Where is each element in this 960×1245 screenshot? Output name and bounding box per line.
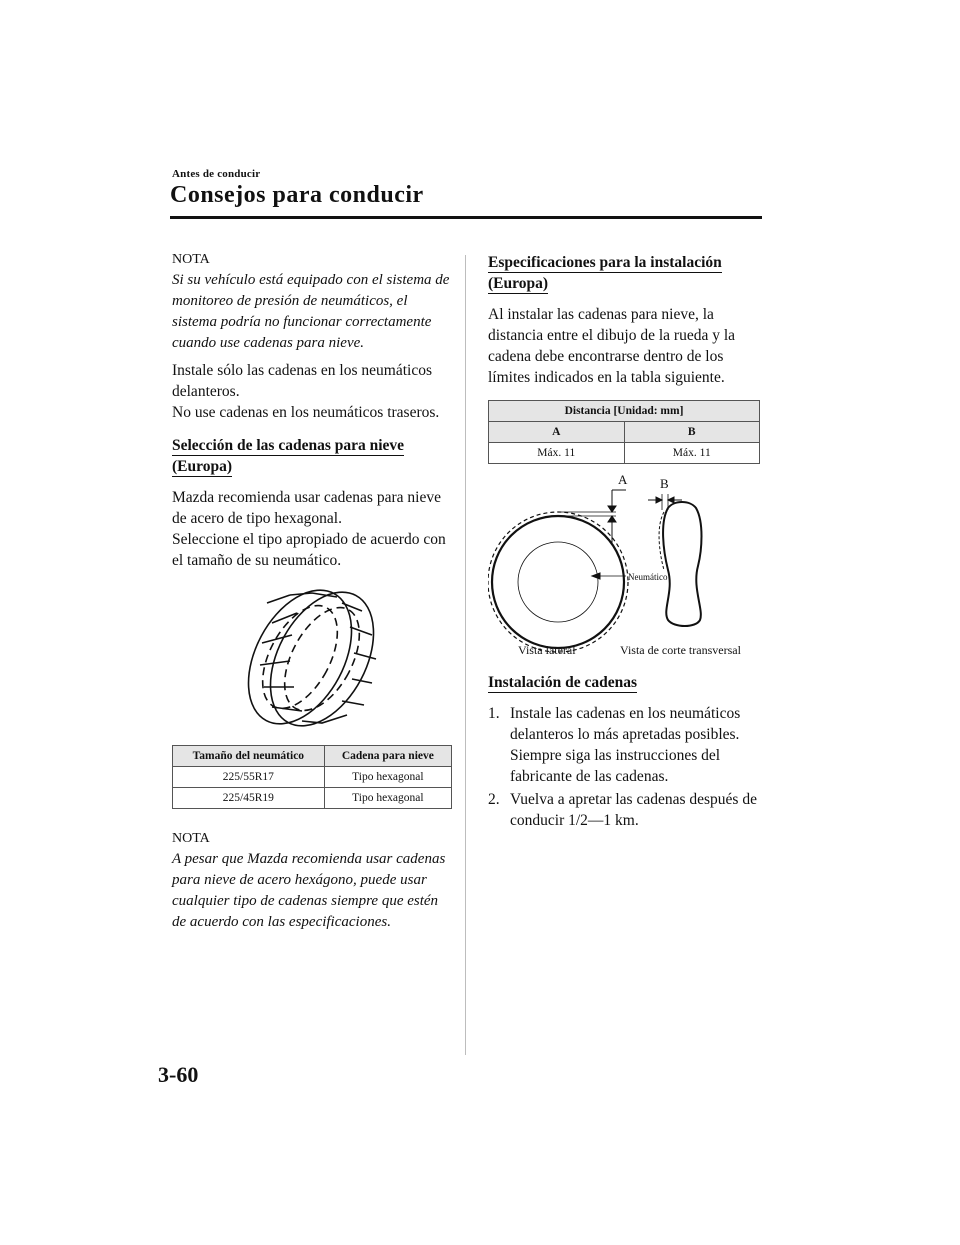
- section-label: Antes de conducir: [172, 168, 261, 180]
- table-row: [489, 443, 760, 464]
- table-row: [173, 788, 452, 809]
- nota-text: Si su vehículo está equipado con el sistema de monitoreo de presión de neumáticos, el sistema podría no funcionar correctamente cuando use cadenas para nieve.: [172, 272, 450, 351]
- nota-title: NOTA: [172, 831, 210, 846]
- heading-seleccion: Selección de las cadenas para nieve (Europa): [172, 437, 405, 475]
- table-header-row: [489, 422, 760, 443]
- table-cell: Tipo hexagonal: [324, 767, 451, 788]
- step-text: Instale las cadenas en los neumáticos delanteros lo más apretadas posibles. Siempre siga las instrucciones del fabricante de las cadenas.: [510, 705, 741, 785]
- left-column: [172, 252, 452, 939]
- caption-side-view: Vista lateral: [518, 643, 576, 657]
- table-header: Cadena para nieve: [324, 746, 451, 767]
- title-rule: [170, 216, 762, 219]
- nota-text: A pesar que Mazda recomienda usar cadenas para nieve de acero hexágono, puede usar cualquier tipo de cadenas siempre que estén de acuerdo con las especificaciones.: [172, 851, 446, 930]
- table-header: A: [489, 422, 625, 443]
- right-column: [488, 252, 768, 833]
- paragraph: Seleccione el tipo apropiado de acuerdo con el tamaño de su neumático.: [172, 531, 446, 569]
- steps-list: [488, 703, 768, 831]
- heading-instalacion: Instalación de cadenas: [488, 674, 637, 691]
- nota-title: NOTA: [172, 252, 210, 267]
- table-header: Tamaño del neumático: [173, 746, 325, 767]
- table-cell: Tipo hexagonal: [324, 788, 451, 809]
- table-caption: Distancia [Unidad: mm]: [489, 401, 760, 422]
- page-number: 3-60: [158, 1062, 199, 1087]
- label-a: A: [618, 472, 628, 487]
- paragraph: Mazda recomienda usar cadenas para nieve de acero de tipo hexagonal.: [172, 489, 441, 527]
- table-row: [173, 767, 452, 788]
- table-header-row: [173, 746, 452, 767]
- snow-chain-illustration: [172, 583, 452, 733]
- step-number: 2.: [488, 791, 500, 808]
- list-item: [488, 703, 768, 787]
- table-cell: Máx. 11: [624, 443, 760, 464]
- table-header: B: [624, 422, 760, 443]
- step-text: Vuelva a apretar las cadenas después de conducir 1/2―1 km.: [510, 791, 757, 829]
- tire-chain-table: [172, 745, 452, 809]
- column-divider: [465, 255, 466, 1055]
- label-tire: Neumático: [628, 572, 668, 582]
- paragraph: Instale sólo las cadenas en los neumáticos delanteros.: [172, 362, 432, 400]
- caption-section-view: Vista de corte transversal: [620, 643, 741, 657]
- page-title: Consejos para conducir: [170, 182, 424, 208]
- table-caption-row: [489, 401, 760, 422]
- step-number: 1.: [488, 705, 500, 722]
- paragraph: No use cadenas en los neumáticos traseros.: [172, 404, 440, 421]
- table-cell: Máx. 11: [489, 443, 625, 464]
- label-b: B: [660, 476, 669, 491]
- paragraph: Al instalar las cadenas para nieve, la distancia entre el dibujo de la rueda y la cadena debe encontrarse dentro de los límites indicados en la tabla siguiente.: [488, 306, 736, 386]
- heading-especificaciones: Especificaciones para la instalación (Europa): [488, 254, 722, 292]
- table-cell: 225/45R19: [173, 788, 325, 809]
- clearance-diagram: [488, 470, 760, 660]
- table-cell: 225/55R17: [173, 767, 325, 788]
- distance-table: [488, 400, 760, 464]
- list-item: [488, 789, 768, 831]
